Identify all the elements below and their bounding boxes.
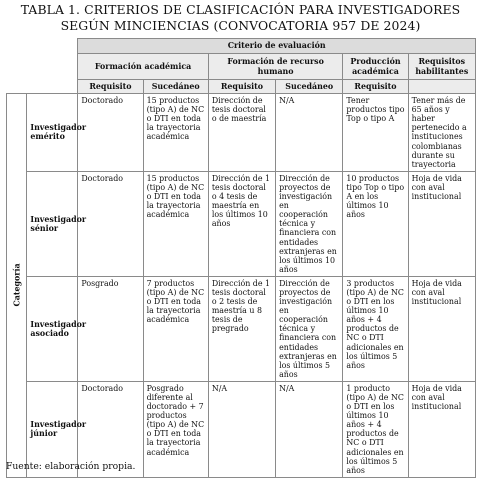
subheader-sucedaneo: Sucedáneo <box>143 80 208 94</box>
header-produccion: Producción académica <box>343 54 408 80</box>
table-cell: Hoja de vida con aval institucional <box>408 381 475 477</box>
table-cell: 7 productos (tipo A) de NC o DTI en toda la trayectoria académica <box>143 276 208 381</box>
table-cell: Dirección de proyectos de investigación en cooperación técnica y financiera con entidades extranjeras en los últimos 10 años <box>276 171 343 276</box>
table-cell: Doctorado <box>78 94 143 172</box>
blank-corner-3 <box>7 80 78 94</box>
category-label: Categoría <box>12 263 22 308</box>
subheader-blank <box>408 80 475 94</box>
source-note: Fuente: elaboración propia. <box>6 461 136 472</box>
blank-corner <box>7 39 78 54</box>
table-cell: Posgrado <box>78 276 143 381</box>
table-cell: 3 productos (tipo A) de NC o DTI en los últimos 10 años + 4 productos de NC o DTI adicionales en los últimos 5 años <box>343 276 408 381</box>
table-title: TABLA 1. CRITERIOS DE CLASIFICACIÓN PARA INVESTIGADORES SEGÚN MINCIENCIAS (CONVOCATORIA 957 DE 2024) <box>20 2 461 33</box>
header-requisitos-habilitantes: Requisitos habilitantes <box>408 54 475 80</box>
table-cell: 1 producto (tipo A) de NC o DTI en los últimos 10 años + 4 productos de NC o DTI adicionales en los últimos 5 años <box>343 381 408 477</box>
table-cell: Doctorado <box>78 381 143 477</box>
table-cell: 10 productos tipo Top o tipo A en los últimos 10 años <box>343 171 408 276</box>
header-criterio: Criterio de evaluación <box>78 39 476 54</box>
table-cell: 15 productos (tipo A) de NC o DTI en toda la trayectoria académica <box>143 171 208 276</box>
criteria-table <box>6 38 476 478</box>
category-label-cell <box>7 94 27 478</box>
table-cell: N/A <box>276 94 343 172</box>
row-header: Investigador emérito <box>27 94 78 172</box>
table-cell: Doctorado <box>78 171 143 276</box>
table-row <box>7 276 476 381</box>
subheader-requisito: Requisito <box>343 80 408 94</box>
table-cell: Dirección de tesis doctoral o de maestría <box>208 94 275 172</box>
header-formacion-academica: Formación académica <box>78 54 208 80</box>
row-header: Investigador asociado <box>27 276 78 381</box>
table-cell: N/A <box>276 381 343 477</box>
subheader-requisito: Requisito <box>208 80 275 94</box>
subheader-sucedaneo: Sucedáneo <box>276 80 343 94</box>
blank-corner-2 <box>7 54 78 80</box>
table-cell: Dirección de proyectos de investigación en cooperación técnica y financiera con entidades extranjeras en los últimos 5 años <box>276 276 343 381</box>
table-cell: 15 productos (tipo A) de NC o DTI en toda la trayectoria académica <box>143 94 208 172</box>
table-cell: Dirección de 1 tesis doctoral o 4 tesis de maestría en los últimos 10 años <box>208 171 275 276</box>
table-row <box>7 171 476 276</box>
header-formacion-recurso: Formación de recurso humano <box>208 54 343 80</box>
table-cell: Tener productos tipo Top o tipo A <box>343 94 408 172</box>
table-cell: Dirección de 1 tesis doctoral o 2 tesis de maestría u 8 tesis de pregrado <box>208 276 275 381</box>
row-header: Investigador sénior <box>27 171 78 276</box>
table-cell: Hoja de vida con aval institucional <box>408 171 475 276</box>
table-cell: N/A <box>208 381 275 477</box>
table-cell: Hoja de vida con aval institucional <box>408 276 475 381</box>
table-row <box>7 94 476 172</box>
row-header: Investigador júnior <box>27 381 78 477</box>
subheader-requisito: Requisito <box>78 80 143 94</box>
table-cell: Posgrado diferente al doctorado + 7 productos (tipo A) de NC o DTI en toda la trayectoria académica <box>143 381 208 477</box>
table-cell: Tener más de 65 años y haber pertenecido a instituciones colombianas durante su trayectoria <box>408 94 475 172</box>
